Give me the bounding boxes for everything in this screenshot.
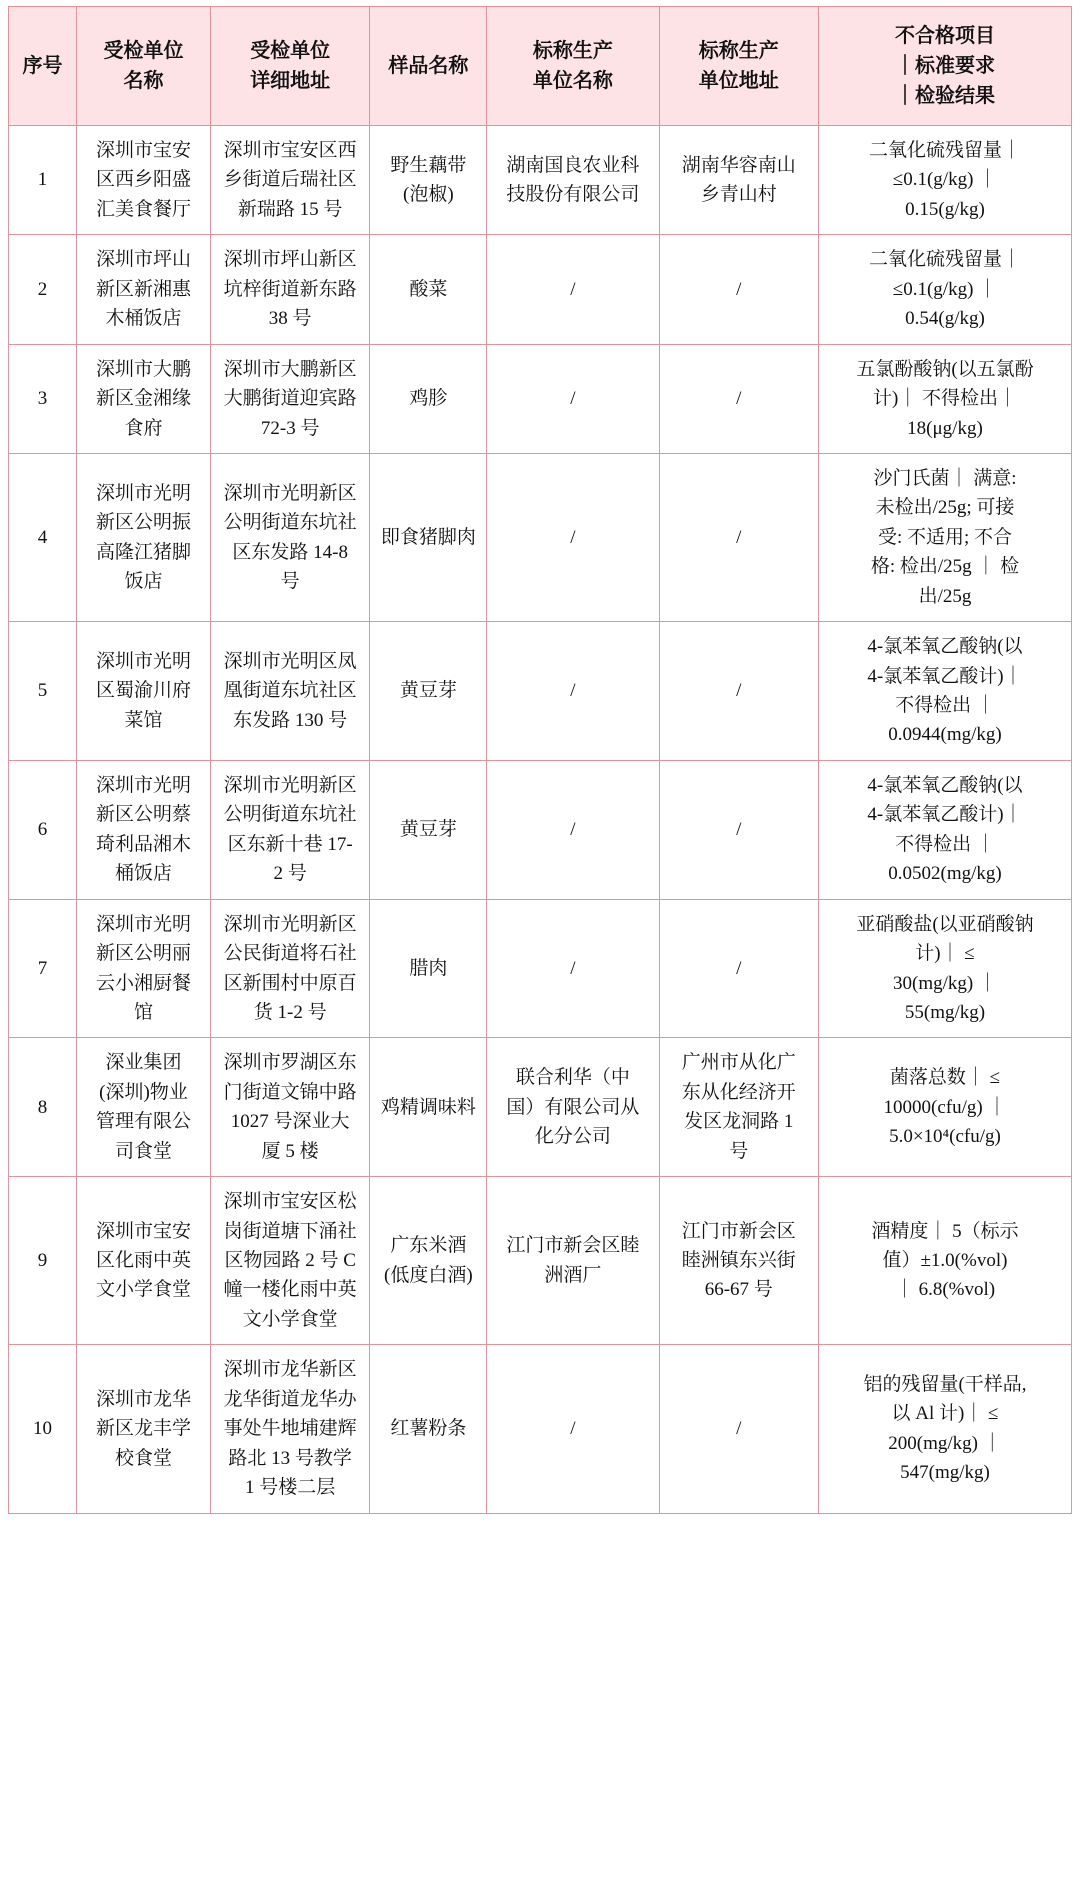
cell-unit-address-line: 深圳市罗湖区东 <box>223 1052 357 1074</box>
cell-unit-address-line: 文小学食堂 <box>242 1308 338 1330</box>
cell-sample-name-line: 鸡胗 <box>409 388 448 410</box>
table-row <box>9 453 1072 621</box>
cell-producer-name-line: 江门市新会区睦 <box>506 1235 640 1257</box>
cell-sample-name <box>370 1345 487 1513</box>
cell-index-value: 10 <box>33 1418 53 1440</box>
cell-unqualified-item-line: 4-氯苯氧乙酸钠(以 <box>867 636 1023 658</box>
cell-unit-name <box>77 344 211 453</box>
cell-unit-address-line: 区新围村中原百 <box>223 972 357 994</box>
cell-index-value: 7 <box>37 957 48 979</box>
table-row <box>9 899 1072 1038</box>
cell-sample-name-line: 即食猪脚肉 <box>380 526 476 548</box>
cell-unit-address-line: 区物园路 2 号 C <box>224 1250 356 1271</box>
cell-producer-address <box>659 126 818 235</box>
cell-unit-name-line: 菜馆 <box>124 709 163 731</box>
cell-unit-address <box>210 1177 369 1345</box>
cell-unit-name <box>77 622 211 761</box>
cell-unit-address-line: 凰街道东坑社区 <box>223 680 357 702</box>
cell-unqualified-item-line: 不得检出 ｜ <box>895 695 995 716</box>
cell-producer-name-line: 湖南国良农业科 <box>506 154 640 176</box>
cell-unit-address-line: 新瑞路 15 号 <box>237 198 343 220</box>
cell-index-value: 2 <box>37 278 48 300</box>
cell-index <box>9 1038 77 1177</box>
table-header-row <box>9 7 1072 126</box>
column-header-line: 受检单位 <box>103 40 184 62</box>
cell-producer-name <box>487 622 659 761</box>
cell-unqualified-item <box>818 126 1071 235</box>
cell-index <box>9 344 77 453</box>
cell-unqualified-item-line: 200(mg/kg) ｜ <box>888 1432 1002 1454</box>
cell-unqualified-item-line: 0.54(g/kg) <box>905 308 985 330</box>
table-row <box>9 760 1072 899</box>
cell-unit-name-line: 深业集团 <box>105 1052 182 1074</box>
cell-unqualified-item-line: 30(mg/kg) ｜ <box>893 972 997 994</box>
table-row <box>9 126 1072 235</box>
column-header-producer-address <box>659 7 818 126</box>
cell-sample-name <box>370 235 487 344</box>
cell-unit-name-line: 食府 <box>124 417 163 439</box>
cell-producer-address-line: 发区龙洞路 1 <box>684 1111 794 1133</box>
cell-index <box>9 899 77 1038</box>
cell-producer-address-line: / <box>736 1418 742 1440</box>
cell-producer-address-line: 江门市新会区 <box>681 1220 796 1242</box>
cell-unit-name-line: 管理有限公 <box>95 1111 191 1133</box>
cell-unit-name-line: 新区金湘缘 <box>95 388 191 410</box>
cell-producer-name-line: / <box>570 278 576 300</box>
cell-producer-address-line: 湖南华容南山 <box>681 154 796 176</box>
cell-unit-address-line: 深圳市光明区凤 <box>223 650 357 672</box>
table-row <box>9 1345 1072 1513</box>
table-row <box>9 1038 1072 1177</box>
cell-unit-name-line: 深圳市龙华 <box>95 1388 191 1410</box>
cell-index-value: 5 <box>37 680 48 702</box>
column-header-line: ｜标准要求 <box>894 55 995 77</box>
cell-unqualified-item-line: 铝的残留量(干样品, <box>863 1374 1027 1396</box>
cell-producer-address-line: 乡青山村 <box>700 184 777 206</box>
cell-unit-address-line: 1027 号深业大 <box>230 1111 350 1133</box>
cell-producer-address-line: 睦洲镇东兴街 <box>681 1250 796 1271</box>
table-row <box>9 344 1072 453</box>
cell-unqualified-item <box>818 760 1071 899</box>
cell-unit-address-line: 深圳市宝安区西 <box>223 140 357 161</box>
cell-sample-name-line: (泡椒) <box>403 184 454 206</box>
cell-unqualified-item-line: 10000(cfu/g) ｜ <box>883 1096 1007 1118</box>
cell-producer-address <box>659 622 818 761</box>
cell-producer-name-line: 联合利华（中 <box>515 1067 630 1089</box>
column-header-sample-name <box>370 7 487 126</box>
cell-unit-name-line: 区蜀渝川府 <box>95 680 191 702</box>
cell-unit-address-line: 号 <box>280 570 300 592</box>
cell-sample-name-line: (低度白酒) <box>384 1264 473 1286</box>
cell-index-value: 3 <box>37 388 48 410</box>
cell-unqualified-item-line: 受: 不适用; 不合 <box>877 526 1013 548</box>
cell-producer-name <box>487 760 659 899</box>
cell-unqualified-item-line: 菌落总数｜ ≤ <box>889 1067 1001 1089</box>
cell-producer-name-line: / <box>570 957 576 979</box>
cell-sample-name <box>370 899 487 1038</box>
cell-unit-name-line: 新区新湘惠 <box>95 278 191 300</box>
cell-producer-name-line: 国）有限公司从 <box>506 1096 640 1118</box>
cell-unit-name-line: 汇美食餐厅 <box>95 198 191 220</box>
cell-unqualified-item-line: 55(mg/kg) <box>904 1001 986 1023</box>
cell-producer-address-line: / <box>736 957 742 979</box>
cell-unit-address-line: 公民街道将石社 <box>223 943 357 965</box>
cell-unqualified-item-line: 五氯酚酸钠(以五氯酚 <box>856 358 1034 380</box>
cell-unqualified-item <box>818 899 1071 1038</box>
cell-unit-name-line: 馆 <box>133 1001 153 1023</box>
column-header-line: 样品名称 <box>388 55 469 77</box>
cell-unit-name <box>77 1177 211 1345</box>
cell-unit-address-line: 1 号楼二层 <box>245 1477 336 1499</box>
cell-unit-address-line: 38 号 <box>268 308 312 330</box>
cell-unit-name-line: 新区公明振 <box>95 512 191 534</box>
cell-unit-name <box>77 453 211 621</box>
cell-producer-address-line: / <box>736 388 742 410</box>
cell-unqualified-item-line: 0.15(g/kg) <box>905 198 985 220</box>
cell-unqualified-item-line: 0.0502(mg/kg) <box>888 863 1002 885</box>
cell-unit-address-line: 乡街道后瑞社区 <box>223 169 357 191</box>
cell-unqualified-item-line: 4-氯苯氧乙酸钠(以 <box>867 774 1023 796</box>
cell-unit-name <box>77 1038 211 1177</box>
cell-unit-address-line: 区东新十巷 17- <box>227 833 353 855</box>
cell-producer-address-line: 66-67 号 <box>704 1279 773 1301</box>
cell-index <box>9 760 77 899</box>
cell-unit-name-line: 木桶饭店 <box>105 308 182 330</box>
cell-sample-name-line: 广东米酒 <box>390 1235 467 1257</box>
cell-unit-name-line: 区西乡阳盛 <box>95 169 191 191</box>
cell-unqualified-item-line: 出/25g <box>918 585 972 607</box>
cell-unit-name <box>77 235 211 344</box>
cell-unqualified-item-line: ≤0.1(g/kg) ｜ <box>892 169 998 191</box>
unqualified-items-table <box>8 6 1072 1514</box>
cell-unit-address-line: 公明街道东坑社 <box>223 804 357 826</box>
column-header-producer-name <box>487 7 659 126</box>
cell-producer-name-line: / <box>570 1418 576 1440</box>
cell-index <box>9 126 77 235</box>
cell-unit-name-line: 深圳市光明 <box>95 650 191 672</box>
table-row <box>9 1177 1072 1345</box>
cell-sample-name <box>370 760 487 899</box>
cell-unqualified-item <box>818 344 1071 453</box>
cell-sample-name <box>370 1177 487 1345</box>
cell-unit-address-line: 路北 13 号教学 <box>228 1447 352 1469</box>
cell-unqualified-item-line: 547(mg/kg) <box>900 1462 990 1484</box>
cell-producer-address-line: / <box>736 819 742 841</box>
cell-unit-address-line: 深圳市坪山新区 <box>223 249 357 271</box>
cell-producer-name-line: / <box>570 819 576 841</box>
cell-producer-address <box>659 899 818 1038</box>
cell-unit-address <box>210 1038 369 1177</box>
cell-unit-address-line: 货 1-2 号 <box>253 1001 327 1023</box>
cell-unit-address <box>210 344 369 453</box>
cell-unqualified-item <box>818 1177 1071 1345</box>
cell-unit-name-line: 桶饭店 <box>114 863 172 885</box>
cell-unit-name <box>77 760 211 899</box>
cell-producer-name <box>487 453 659 621</box>
cell-producer-name <box>487 1177 659 1345</box>
cell-unqualified-item-line: 酒精度｜ 5（标示 <box>871 1220 1019 1242</box>
cell-producer-name-line: 洲酒厂 <box>544 1264 602 1286</box>
cell-sample-name <box>370 344 487 453</box>
cell-unqualified-item <box>818 1038 1071 1177</box>
cell-unit-address-line: 岗街道塘下涌社 <box>223 1220 357 1242</box>
cell-unit-name-line: (深圳)物业 <box>99 1081 188 1103</box>
cell-unit-address-line: 深圳市龙华新区 <box>223 1359 357 1381</box>
cell-sample-name-line: 鸡精调味料 <box>380 1096 476 1118</box>
cell-producer-name <box>487 1345 659 1513</box>
table-row <box>9 622 1072 761</box>
cell-index <box>9 453 77 621</box>
cell-producer-address <box>659 453 818 621</box>
column-header-index <box>9 7 77 126</box>
cell-unit-name-line: 深圳市光明 <box>95 913 191 935</box>
table-body <box>9 126 1072 1514</box>
cell-unqualified-item <box>818 1345 1071 1513</box>
cell-producer-address <box>659 760 818 899</box>
cell-unit-name-line: 深圳市宝安 <box>95 1220 191 1242</box>
cell-unit-name-line: 琦利品湘木 <box>95 833 191 855</box>
cell-producer-address <box>659 344 818 453</box>
cell-unit-address <box>210 235 369 344</box>
cell-unit-name-line: 新区龙丰学 <box>95 1418 191 1440</box>
cell-index-value: 4 <box>37 526 48 548</box>
cell-unqualified-item-line: 0.0944(mg/kg) <box>888 724 1002 746</box>
cell-unit-address-line: 深圳市光明新区 <box>223 482 357 504</box>
table-header <box>9 7 1072 126</box>
cell-sample-name <box>370 453 487 621</box>
cell-unqualified-item <box>818 235 1071 344</box>
cell-unit-name <box>77 899 211 1038</box>
cell-unit-address-line: 公明街道东坑社 <box>223 512 357 534</box>
cell-producer-name <box>487 126 659 235</box>
cell-producer-address-line: 广州市从化广 <box>681 1052 796 1074</box>
column-header-line: 单位地址 <box>698 70 779 92</box>
cell-unit-name-line: 区化雨中英 <box>95 1250 191 1271</box>
cell-unit-address <box>210 760 369 899</box>
cell-sample-name <box>370 622 487 761</box>
cell-unit-address-line: 深圳市光明新区 <box>223 774 357 796</box>
cell-index-value: 9 <box>37 1250 48 1271</box>
cell-unit-name-line: 深圳市大鹏 <box>95 358 191 380</box>
cell-sample-name-line: 黄豆芽 <box>399 819 457 841</box>
cell-unit-address-line: 门街道文锦中路 <box>223 1081 357 1103</box>
cell-producer-address-line: 东从化经济开 <box>681 1081 796 1103</box>
cell-unit-address-line: 深圳市宝安区松 <box>223 1191 357 1213</box>
cell-unqualified-item-line: 值）±1.0(%vol) <box>882 1250 1008 1271</box>
cell-unit-address <box>210 1345 369 1513</box>
cell-index <box>9 622 77 761</box>
column-header-line: 标称生产 <box>698 40 779 62</box>
cell-unit-name-line: 云小湘厨餐 <box>95 972 191 994</box>
cell-unit-name-line: 文小学食堂 <box>95 1279 191 1301</box>
cell-index-value: 6 <box>37 819 48 841</box>
table-row <box>9 235 1072 344</box>
cell-producer-address-line: / <box>736 278 742 300</box>
cell-unqualified-item-line: 沙门氏菌｜ 满意: <box>873 467 1017 489</box>
cell-unit-address <box>210 453 369 621</box>
cell-unit-address <box>210 899 369 1038</box>
cell-producer-address <box>659 1177 818 1345</box>
column-header-line: 名称 <box>123 70 164 92</box>
cell-unqualified-item-line: 亚硝酸盐(以亚硝酸钠 <box>856 913 1034 935</box>
cell-unqualified-item-line: 5.0×10⁴(cfu/g) <box>889 1125 1001 1147</box>
cell-unit-name-line: 新区公明蔡 <box>95 804 191 826</box>
cell-unit-address <box>210 126 369 235</box>
cell-unqualified-item-line: ≤0.1(g/kg) ｜ <box>892 278 998 300</box>
cell-unqualified-item-line: 二氧化硫残留量｜ <box>868 140 1021 161</box>
cell-unit-address-line: 72-3 号 <box>260 417 320 439</box>
cell-unit-address-line: 大鹏街道迎宾路 <box>223 388 357 410</box>
cell-producer-address-line: 号 <box>729 1140 749 1162</box>
cell-unqualified-item-line: 4-氯苯氧乙酸计)｜ <box>867 804 1023 826</box>
cell-producer-address-line: / <box>736 526 742 548</box>
cell-unit-address <box>210 622 369 761</box>
cell-unit-name-line: 高隆江猪脚 <box>95 541 191 563</box>
column-header-unit-name <box>77 7 211 126</box>
cell-producer-name <box>487 235 659 344</box>
cell-sample-name-line: 红薯粉条 <box>390 1418 467 1440</box>
cell-producer-address <box>659 1345 818 1513</box>
cell-producer-name-line: 技股份有限公司 <box>506 184 640 206</box>
cell-unit-address-line: 厦 5 楼 <box>261 1140 319 1162</box>
cell-unit-name-line: 深圳市宝安 <box>95 140 191 161</box>
cell-unit-name-line: 新区公明丽 <box>95 943 191 965</box>
cell-sample-name-line: 野生藕带 <box>390 154 467 176</box>
cell-producer-name-line: / <box>570 388 576 410</box>
column-header-line: 详细地址 <box>250 70 331 92</box>
column-header-line: ｜检验结果 <box>894 85 995 107</box>
column-header-unqualified-item <box>818 7 1071 126</box>
cell-unit-address-line: 龙华街道龙华办 <box>223 1388 357 1410</box>
cell-unqualified-item-line: 不得检出 ｜ <box>895 833 995 855</box>
cell-index <box>9 235 77 344</box>
cell-sample-name-line: 酸菜 <box>409 278 448 300</box>
column-header-line: 不合格项目 <box>894 25 995 47</box>
cell-producer-address <box>659 235 818 344</box>
cell-unit-name <box>77 1345 211 1513</box>
cell-unit-name-line: 校食堂 <box>114 1447 172 1469</box>
cell-unit-name-line: 司食堂 <box>114 1140 172 1162</box>
cell-unqualified-item-line: ｜ 6.8(%vol) <box>894 1279 996 1301</box>
cell-unqualified-item-line: 未检出/25g; 可接 <box>875 497 1015 519</box>
cell-unit-address-line: 区东发路 14-8 <box>232 541 348 563</box>
cell-unqualified-item-line: 计)｜ 不得检出｜ <box>872 388 1018 410</box>
cell-producer-name-line: / <box>570 526 576 548</box>
cell-producer-name-line: / <box>570 680 576 702</box>
column-header-line: 受检单位 <box>250 40 331 62</box>
cell-unqualified-item <box>818 453 1071 621</box>
cell-unqualified-item-line: 二氧化硫残留量｜ <box>868 249 1021 271</box>
cell-unqualified-item-line: 计)｜ ≤ <box>915 943 975 965</box>
cell-unit-name-line: 深圳市光明 <box>95 482 191 504</box>
cell-unqualified-item-line: 4-氯苯氧乙酸计)｜ <box>867 665 1023 687</box>
cell-sample-name-line: 黄豆芽 <box>399 680 457 702</box>
cell-index <box>9 1345 77 1513</box>
column-header-line: 标称生产 <box>532 40 613 62</box>
cell-unqualified-item <box>818 622 1071 761</box>
cell-producer-name <box>487 1038 659 1177</box>
cell-unit-address-line: 坑梓街道新东路 <box>223 278 357 300</box>
cell-producer-address <box>659 1038 818 1177</box>
cell-unit-address-line: 事处牛地埔建辉 <box>223 1418 357 1440</box>
cell-producer-name-line: 化分公司 <box>534 1125 611 1147</box>
cell-sample-name-line: 腊肉 <box>409 957 448 979</box>
cell-unit-address-line: 幢一楼化雨中英 <box>223 1279 357 1301</box>
cell-producer-address-line: / <box>736 680 742 702</box>
cell-index-value: 8 <box>37 1096 48 1118</box>
cell-unit-address-line: 2 号 <box>273 863 307 885</box>
cell-sample-name <box>370 126 487 235</box>
cell-unit-address-line: 深圳市光明新区 <box>223 913 357 935</box>
cell-unqualified-item-line: 格: 检出/25g ｜ 检 <box>870 556 1020 578</box>
cell-unit-address-line: 深圳市大鹏新区 <box>223 358 357 380</box>
cell-index-value: 1 <box>37 169 48 191</box>
cell-sample-name <box>370 1038 487 1177</box>
column-header-line: 单位名称 <box>532 70 613 92</box>
cell-unqualified-item-line: 18(μg/kg) <box>907 417 983 439</box>
cell-unit-name-line: 饭店 <box>124 570 163 592</box>
cell-unit-name-line: 深圳市光明 <box>95 774 191 796</box>
cell-unit-name-line: 深圳市坪山 <box>95 249 191 271</box>
cell-unit-address-line: 东发路 130 号 <box>233 709 348 731</box>
cell-producer-name <box>487 899 659 1038</box>
cell-producer-name <box>487 344 659 453</box>
cell-unit-name <box>77 126 211 235</box>
cell-index <box>9 1177 77 1345</box>
column-header-line: 序号 <box>22 55 63 77</box>
cell-unqualified-item-line: 以 Al 计)｜ ≤ <box>891 1403 999 1425</box>
column-header-unit-address <box>210 7 369 126</box>
